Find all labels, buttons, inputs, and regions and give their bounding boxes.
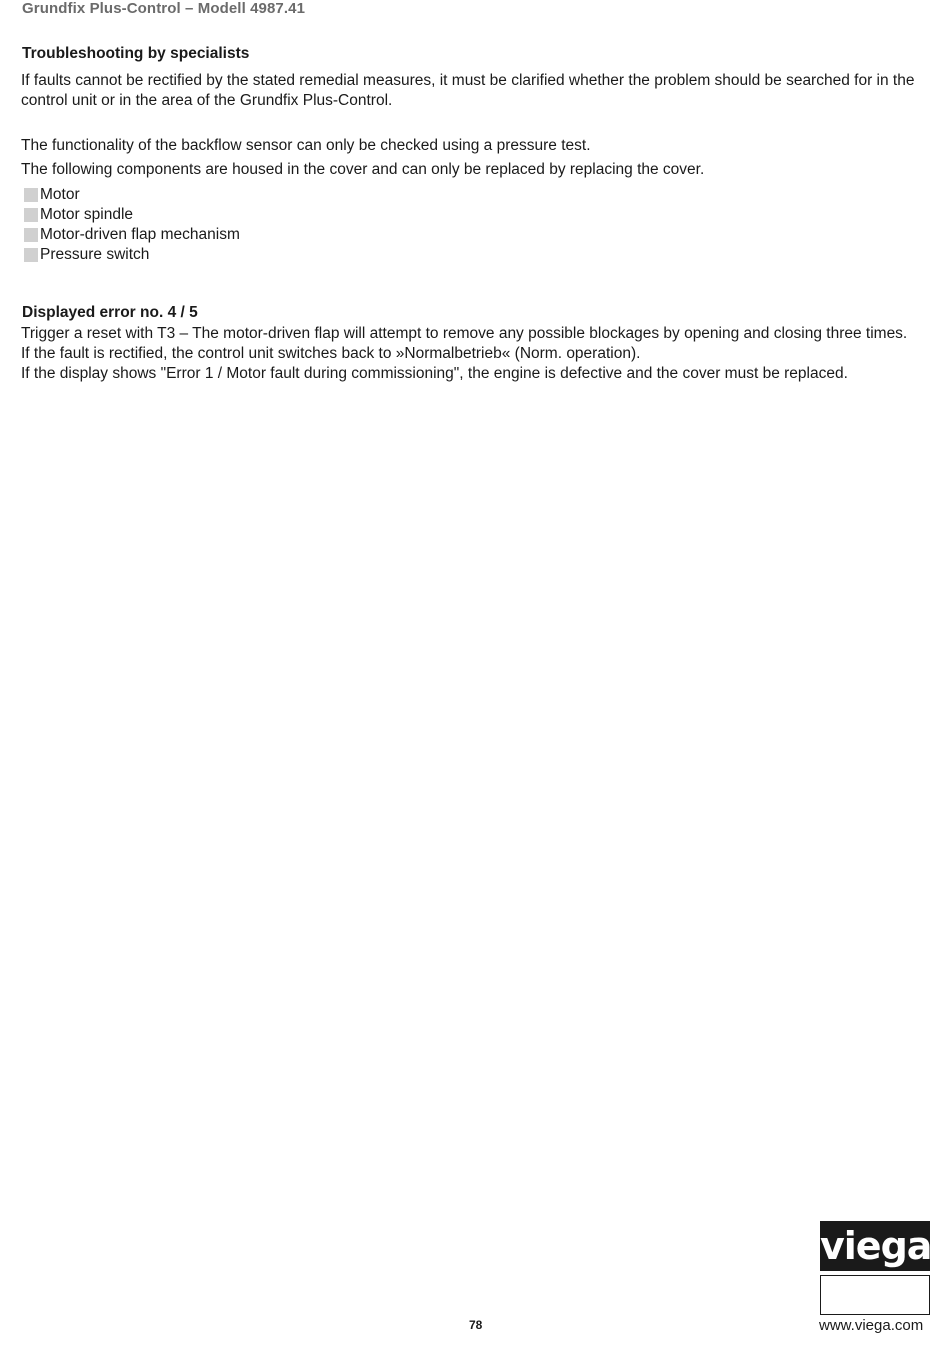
list-item <box>24 205 240 225</box>
page-number: 78 <box>469 1318 483 1332</box>
list-item-label: Pressure switch <box>40 246 150 263</box>
bullet-square-icon <box>24 248 38 262</box>
list-item <box>24 185 240 205</box>
components-intro: The following components are housed in the cover and can only be replaced by replacing the cover. <box>21 161 705 178</box>
list-item-label: Motor spindle <box>40 206 134 223</box>
troubleshooting-intro: If faults cannot be rectified by the stated remedial measures, it must be clarified whether the problem should be searched for in the control unit or in the area of the Grundfix Plus-Control. <box>21 72 915 109</box>
viega-logo: viega <box>820 1221 930 1271</box>
backflow-sensor-note: The functionality of the backflow sensor can only be checked using a pressure test. <box>21 137 591 154</box>
list-item-label: Motor <box>40 186 80 203</box>
bullet-square-icon <box>24 188 38 202</box>
list-item-label: Motor-driven flap mechanism <box>40 226 240 243</box>
logo-frame <box>820 1275 930 1315</box>
bullet-square-icon <box>24 208 38 222</box>
list-item <box>24 225 240 245</box>
error-instruction-line: Trigger a reset with T3 – The motor-driven flap will attempt to remove any possible blockages by opening and closing three times. <box>21 325 908 342</box>
error-section-heading: Displayed error no. 4 / 5 <box>22 304 198 321</box>
document-header-title: Grundfix Plus-Control – Modell 4987.41 <box>22 0 306 17</box>
components-list <box>24 185 240 265</box>
error-instructions <box>21 324 941 384</box>
error-instruction-line: If the display shows "Error 1 / Motor fault during commissioning", the engine is defective and the cover must be replaced. <box>21 365 848 382</box>
error-instruction-line: If the fault is rectified, the control unit switches back to »Normalbetrieb« (Norm. operation). <box>21 345 641 362</box>
troubleshooting-heading: Troubleshooting by specialists <box>22 45 250 62</box>
list-item <box>24 245 240 265</box>
website-link[interactable]: www.viega.com <box>819 1317 924 1334</box>
bullet-square-icon <box>24 228 38 242</box>
